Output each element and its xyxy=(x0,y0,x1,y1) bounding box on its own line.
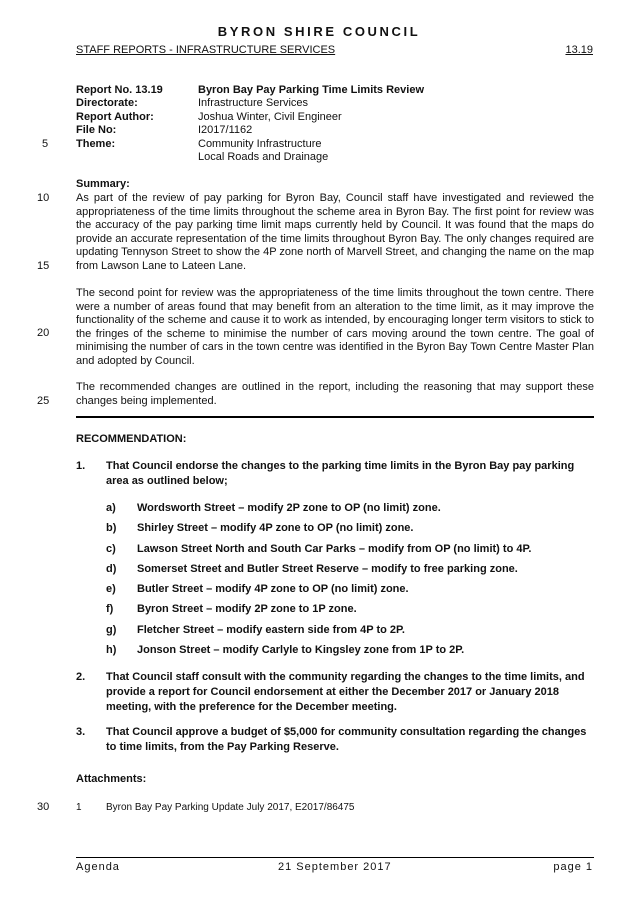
recommendation-heading: RECOMMENDATION: xyxy=(76,433,187,445)
section-heading: STAFF REPORTS - INFRASTRUCTURE SERVICES xyxy=(76,44,336,56)
recommendation-text: That Council approve a budget of $5,000 for community consultation regarding the changes to time limits, from the Pay Parking Reserve. xyxy=(106,726,587,753)
subitem-text: Wordsworth Street – modify 2P zone to OP (no limit) zone. xyxy=(137,502,441,514)
meta-value: Infrastructure Services xyxy=(198,97,309,109)
line-number: 5 xyxy=(42,138,49,150)
recommendation-number: 2. xyxy=(76,671,86,683)
meta-label: Directorate: xyxy=(76,97,138,109)
council-title: BYRON SHIRE COUNCIL xyxy=(217,24,421,39)
footer-divider xyxy=(76,857,594,858)
subitem-text: Byron Street – modify 2P zone to 1P zone. xyxy=(137,603,357,615)
summary-paragraph-1: As part of the review of pay parking for Byron Bay, Council staff have investigated and reviewed the appropriateness of the time limits throughout the scheme area in Byron Bay. The first point for review was the accuracy of the pay parking time limit maps currently held by Council. It was found that the maps do provide an accurate representation of the time limits throughout Byron Bay. The only changes required are updating Tennyson Street to show the 4P zone north of Marvell Street, and changing the name on the map from Lawson Lane to Lateen Lane. xyxy=(76,192,594,272)
recommendation-text: That Council staff consult with the community regarding the changes to the time limits, and provide a report for Council endorsement at either the December 2017 or January 2018 meeting, with the preference for the December meeting. xyxy=(106,671,585,713)
footer-date: 21 September 2017 xyxy=(278,861,392,873)
subitem-text: Fletcher Street – modify eastern side from 4P to 2P. xyxy=(137,624,405,636)
summary-paragraph-2: The second point for review was the appropriateness of the time limits throughout the town centre. There were a number of areas found that may benefit from an alteration to the time limit, as it may improve the functionality of the scheme and cause it to work as intended, by encouraging longer term visitors to stick to the fringes of the scheme to minimise the number of cars moving around the town centre. The goal of minimising the number of cars in the town centre was identified in the Byron Bay Town Centre Master Plan and adopted by Council. xyxy=(76,287,594,367)
subitem-text: Lawson Street North and South Car Parks – modify from OP (no limit) to 4P. xyxy=(137,543,532,555)
meta-value: Community Infrastructure xyxy=(198,138,322,150)
line-number: 10 xyxy=(37,192,50,204)
attachment-link[interactable]: Byron Bay Pay Parking Update July 2017, E2017/86475 xyxy=(106,802,355,813)
subitem-text: Shirley Street – modify 4P zone to OP (no limit) zone. xyxy=(137,522,414,534)
meta-value: Local Roads and Drainage xyxy=(198,151,329,163)
summary-paragraph-3: The recommended changes are outlined in the report, including the reasoning that may support these changes being implemented. xyxy=(76,381,594,407)
meta-value: Joshua Winter, Civil Engineer xyxy=(198,111,342,123)
meta-label: Report No. 13.19 xyxy=(76,84,163,96)
attachments-heading: Attachments: xyxy=(76,773,147,785)
line-number: 25 xyxy=(37,395,50,407)
recommendation-number: 3. xyxy=(76,726,86,738)
meta-label: File No: xyxy=(76,124,117,136)
subitem-text: Butler Street – modify 4P zone to OP (no limit) zone. xyxy=(137,583,409,595)
subitem-letter: c) xyxy=(106,543,116,555)
line-number: 20 xyxy=(37,327,50,339)
subitem-letter: e) xyxy=(106,583,116,595)
subitem-letter: h) xyxy=(106,644,117,656)
item-number: 13.19 xyxy=(565,44,593,56)
summary-heading: Summary: xyxy=(76,178,130,190)
recommendation-number: 1. xyxy=(76,460,86,472)
subitem-letter: d) xyxy=(106,563,117,575)
meta-label: Report Author: xyxy=(76,111,154,123)
subitem-text: Jonson Street – modify Carlyle to Kingsley zone from 1P to 2P. xyxy=(137,644,465,656)
line-number: 15 xyxy=(37,260,50,272)
subitem-letter: a) xyxy=(106,502,116,514)
line-number: 30 xyxy=(37,801,50,813)
section-divider xyxy=(76,416,594,418)
subitem-letter: f) xyxy=(106,603,114,615)
report-title: Byron Bay Pay Parking Time Limits Review xyxy=(198,84,424,96)
recommendation-text: That Council endorse the changes to the parking time limits in the Byron Bay pay parking area as outlined below; xyxy=(106,460,575,487)
meta-value: I2017/1162 xyxy=(198,124,253,136)
meta-label: Theme: xyxy=(76,138,116,150)
footer-agenda: Agenda xyxy=(76,861,120,873)
subitem-letter: g) xyxy=(106,624,117,636)
subitem-letter: b) xyxy=(106,522,117,534)
footer-page-number: page 1 xyxy=(553,861,593,873)
subitem-text: Somerset Street and Butler Street Reserve – modify to free parking zone. xyxy=(137,563,518,575)
attachment-number: 1 xyxy=(76,802,82,813)
